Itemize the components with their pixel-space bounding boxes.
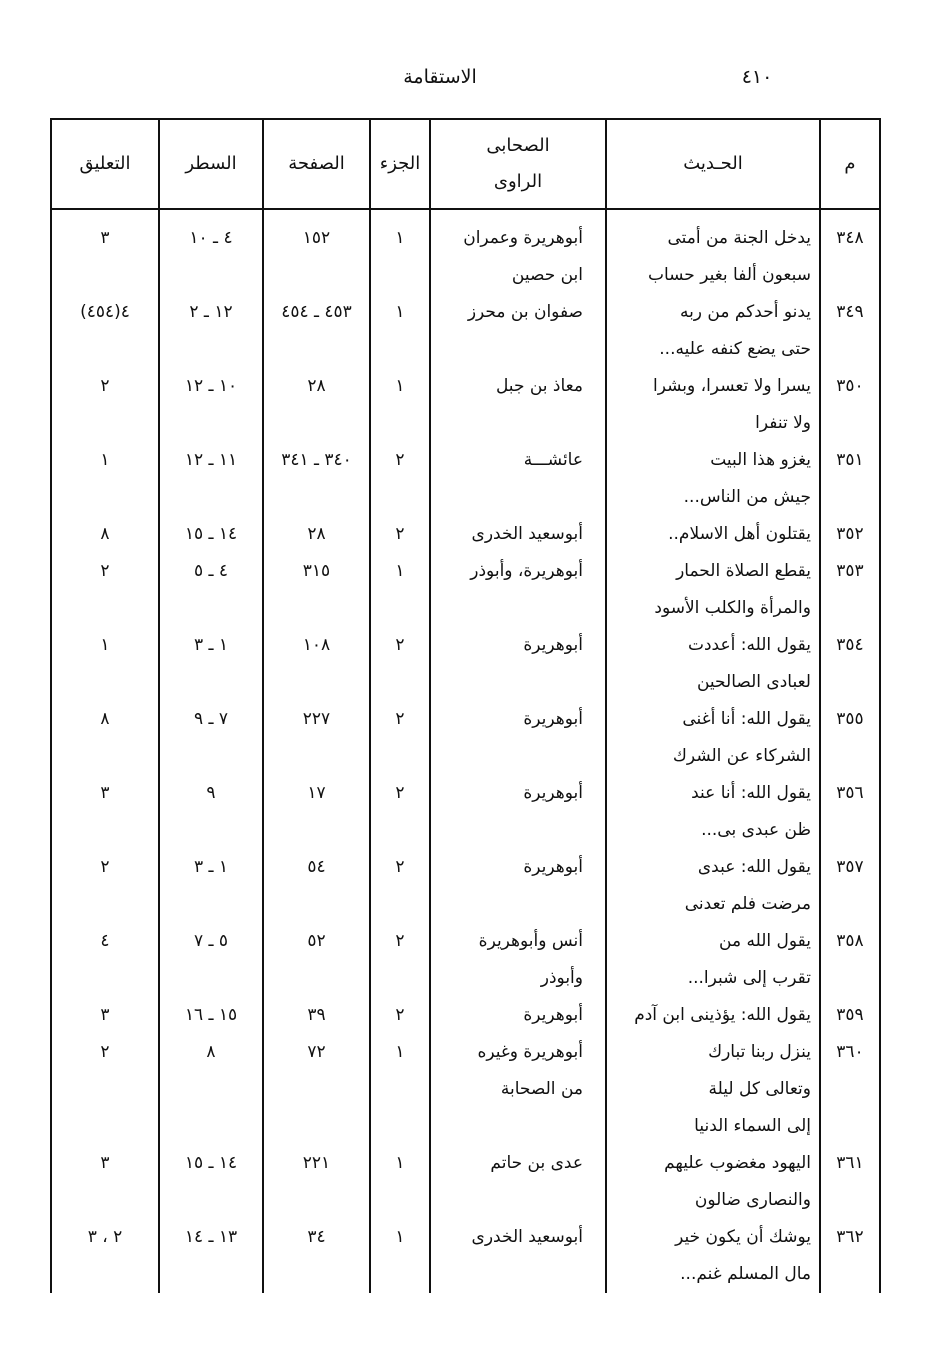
cell-narrator	[430, 294, 606, 368]
header-narrator-line2: الراوى	[493, 171, 543, 192]
cell-note: ٢	[51, 368, 159, 442]
cell-num: ٣٥٠	[820, 368, 880, 442]
cell-narrator-line: ابن حصين	[511, 265, 583, 285]
cell-hadith-line: سبعون ألفا بغير حساب	[647, 265, 811, 285]
cell-hadith	[606, 1219, 820, 1293]
cell-hadith-line: يقول الله: عبدى	[697, 857, 811, 877]
cell-note: ٨	[51, 516, 159, 553]
cell-line: ٤ ـ ٥	[159, 553, 263, 627]
cell-hadith-line: يقول الله: أعددت	[687, 635, 811, 655]
table-row	[51, 1034, 880, 1145]
table-row	[51, 1145, 880, 1219]
cell-page: ٧٢	[263, 1034, 370, 1145]
cell-hadith	[606, 923, 820, 997]
cell-hadith	[606, 368, 820, 442]
cell-narrator	[430, 1219, 606, 1293]
table-row	[51, 849, 880, 923]
cell-hadith	[606, 294, 820, 368]
table-row	[51, 553, 880, 627]
cell-narrator-line: أبوهريرة وغيره	[477, 1042, 583, 1062]
cell-hadith-line: يدنو أحدكم من ربه	[679, 302, 811, 322]
cell-note: ٢	[51, 849, 159, 923]
cell-volume: ٢	[370, 775, 430, 849]
cell-narrator-line: أبوهريرة وعمران	[463, 228, 583, 248]
cell-hadith-line: جيش من الناس...	[683, 487, 811, 507]
cell-note: ٤	[51, 923, 159, 997]
cell-hadith-line: يقول الله: أنا أغنى	[682, 709, 811, 729]
cell-hadith-line: يقول الله: أنا عند	[691, 783, 811, 803]
cell-num: ٣٥٨	[820, 923, 880, 997]
cell-num: ٣٥٣	[820, 553, 880, 627]
cell-hadith	[606, 516, 820, 553]
cell-line: ١٣ ـ ١٤	[159, 1219, 263, 1293]
cell-page: ٣١٥	[263, 553, 370, 627]
table-row	[51, 627, 880, 701]
cell-hadith-line: اليهود مغضوب عليهم	[664, 1153, 811, 1173]
cell-line: ٤ ـ ١٠	[159, 209, 263, 294]
table-row	[51, 923, 880, 997]
header-narrator-line1: الصحابى	[486, 135, 550, 156]
cell-line: ١٤ ـ ١٥	[159, 1145, 263, 1219]
cell-hadith	[606, 1034, 820, 1145]
cell-num: ٣٥١	[820, 442, 880, 516]
cell-page: ٢٢١	[263, 1145, 370, 1219]
cell-volume: ٢	[370, 701, 430, 775]
cell-note: ٤(٤٥٤)	[51, 294, 159, 368]
cell-hadith-line: يقول الله: يؤذينى ابن آدم	[634, 1005, 811, 1025]
cell-volume: ١	[370, 1145, 430, 1219]
cell-narrator	[430, 368, 606, 442]
cell-narrator	[430, 997, 606, 1034]
cell-narrator	[430, 209, 606, 294]
cell-narrator-line: أبوسعيد الخدرى	[471, 1227, 583, 1247]
page-title: الاستقامة	[403, 66, 477, 88]
cell-narrator	[430, 627, 606, 701]
cell-narrator-line: أنس وأبوهريرة	[478, 931, 583, 951]
cell-volume: ٢	[370, 997, 430, 1034]
header-volume: الجزء	[370, 119, 430, 209]
cell-volume: ٢	[370, 627, 430, 701]
cell-narrator	[430, 775, 606, 849]
cell-hadith	[606, 209, 820, 294]
cell-note: ٢	[51, 553, 159, 627]
header-line: السطر	[159, 119, 263, 209]
table-row	[51, 442, 880, 516]
table-row	[51, 368, 880, 442]
cell-volume: ١	[370, 368, 430, 442]
cell-note: ٣	[51, 997, 159, 1034]
cell-page: ٤٥٣ ـ ٤٥٤	[263, 294, 370, 368]
cell-page: ٥٤	[263, 849, 370, 923]
cell-hadith-line: يسرا ولا تعسرا، وبشرا	[652, 376, 811, 396]
cell-num: ٣٥٧	[820, 849, 880, 923]
cell-hadith-line: إلى السماء الدنيا	[694, 1116, 811, 1136]
cell-narrator-line: أبوهريرة	[523, 635, 583, 655]
cell-narrator-line: وأبوذر	[540, 968, 583, 988]
cell-line: ١٤ ـ ١٥	[159, 516, 263, 553]
cell-volume: ١	[370, 553, 430, 627]
page-number: ٤١٠	[741, 66, 773, 88]
cell-hadith	[606, 553, 820, 627]
table-row	[51, 294, 880, 368]
cell-line: ١٠ ـ ١٢	[159, 368, 263, 442]
cell-narrator-line: أبوهريرة	[523, 1005, 583, 1025]
cell-page: ٢٢٧	[263, 701, 370, 775]
header-note: التعليق	[51, 119, 159, 209]
cell-narrator	[430, 516, 606, 553]
table-row	[51, 1219, 880, 1293]
cell-hadith-line: يقتلون أهل الاسلام..	[668, 524, 811, 544]
cell-narrator	[430, 553, 606, 627]
cell-page: ١٥٢	[263, 209, 370, 294]
cell-hadith	[606, 849, 820, 923]
cell-line: ١ ـ ٣	[159, 627, 263, 701]
cell-hadith-line: يدخل الجنة من أمتى	[667, 228, 811, 248]
cell-hadith	[606, 997, 820, 1034]
page-header	[0, 62, 941, 98]
cell-hadith-line: والمرأة والكلب الأسود	[654, 598, 811, 618]
cell-narrator	[430, 1145, 606, 1219]
cell-hadith-line: يغزو هذا البيت	[710, 450, 811, 470]
cell-volume: ١	[370, 1034, 430, 1145]
cell-volume: ٢	[370, 923, 430, 997]
header-num: م	[820, 119, 880, 209]
header-narrator	[430, 119, 606, 209]
cell-note: ٢	[51, 1034, 159, 1145]
cell-hadith-line: ولا تنفرا	[755, 413, 811, 433]
cell-hadith-line: لعبادى الصالحين	[696, 672, 811, 692]
cell-hadith-line: يوشك أن يكون خير	[675, 1227, 811, 1247]
cell-note: ٨	[51, 701, 159, 775]
cell-page: ٥٢	[263, 923, 370, 997]
cell-hadith	[606, 442, 820, 516]
cell-page: ٣٩	[263, 997, 370, 1034]
cell-line: ٥ ـ ٧	[159, 923, 263, 997]
table-row	[51, 701, 880, 775]
cell-narrator	[430, 849, 606, 923]
cell-narrator-line: أبوهريرة	[523, 709, 583, 729]
cell-hadith-line: وتعالى كل ليلة	[708, 1079, 811, 1099]
cell-line: ١٥ ـ ١٦	[159, 997, 263, 1034]
cell-page: ٢٨	[263, 516, 370, 553]
cell-num: ٣٥٩	[820, 997, 880, 1034]
cell-volume: ١	[370, 209, 430, 294]
cell-hadith-line: الشركاء عن الشرك	[672, 746, 811, 766]
cell-line: ٨	[159, 1034, 263, 1145]
cell-line: ٧ ـ ٩	[159, 701, 263, 775]
table-header-row	[51, 119, 880, 209]
cell-hadith-line: والنصارى ضالون	[694, 1190, 811, 1210]
cell-volume: ١	[370, 1219, 430, 1293]
cell-num: ٣٥٤	[820, 627, 880, 701]
table-row	[51, 516, 880, 553]
cell-volume: ١	[370, 294, 430, 368]
cell-hadith-line: مرضت فلم تعدنى	[684, 894, 811, 914]
cell-note: ٣	[51, 209, 159, 294]
cell-hadith-line: تقرب إلى شبرا...	[687, 968, 811, 988]
cell-num: ٣٥٥	[820, 701, 880, 775]
cell-narrator-line: أبوهريرة، وأبوذر	[470, 561, 583, 581]
cell-hadith-line: يقطع الصلاة الحمار	[676, 561, 811, 581]
cell-page: ١٧	[263, 775, 370, 849]
header-hadith: الحـديث	[606, 119, 820, 209]
hadith-index-table	[50, 118, 881, 1293]
cell-narrator-line: صفوان بن محرز	[467, 302, 583, 322]
cell-narrator	[430, 923, 606, 997]
cell-line: ١ ـ ٣	[159, 849, 263, 923]
cell-volume: ٢	[370, 849, 430, 923]
cell-narrator-line: معاذ بن جبل	[495, 376, 583, 396]
cell-narrator	[430, 1034, 606, 1145]
cell-line: ٩	[159, 775, 263, 849]
cell-line: ١٢ ـ ٢	[159, 294, 263, 368]
cell-hadith-line: حتى يضع كنفه عليه...	[659, 339, 811, 359]
cell-num: ٣٥٢	[820, 516, 880, 553]
cell-narrator-line: أبوهريرة	[523, 783, 583, 803]
cell-note: ١	[51, 627, 159, 701]
cell-num: ٣٦٢	[820, 1219, 880, 1293]
table-row	[51, 997, 880, 1034]
cell-hadith	[606, 701, 820, 775]
cell-page: ٢٨	[263, 368, 370, 442]
table-row	[51, 775, 880, 849]
cell-note: ٢ ، ٣	[51, 1219, 159, 1293]
table-row	[51, 209, 880, 294]
cell-hadith-line: ظن عبدى بى...	[701, 820, 811, 840]
cell-narrator-line: من الصحابة	[500, 1079, 583, 1099]
cell-hadith	[606, 775, 820, 849]
cell-page: ١٠٨	[263, 627, 370, 701]
cell-hadith-line: يقول الله من	[719, 931, 811, 951]
cell-num: ٣٤٩	[820, 294, 880, 368]
cell-page: ٣٤٠ ـ ٣٤١	[263, 442, 370, 516]
cell-hadith	[606, 1145, 820, 1219]
cell-note: ٣	[51, 1145, 159, 1219]
cell-narrator-line: عدى بن حاتم	[490, 1153, 583, 1173]
cell-narrator	[430, 442, 606, 516]
cell-num: ٣٦١	[820, 1145, 880, 1219]
cell-num: ٣٦٠	[820, 1034, 880, 1145]
cell-hadith	[606, 627, 820, 701]
cell-volume: ٢	[370, 442, 430, 516]
cell-note: ٣	[51, 775, 159, 849]
cell-hadith-line: ينزل ربنا تبارك	[708, 1042, 811, 1062]
cell-line: ١١ ـ ١٢	[159, 442, 263, 516]
cell-narrator	[430, 701, 606, 775]
cell-num: ٣٥٦	[820, 775, 880, 849]
cell-num: ٣٤٨	[820, 209, 880, 294]
cell-note: ١	[51, 442, 159, 516]
cell-hadith-line: مال المسلم غنم...	[680, 1264, 811, 1284]
cell-page: ٣٤	[263, 1219, 370, 1293]
table-body	[51, 209, 880, 1293]
header-page: الصفحة	[263, 119, 370, 209]
cell-narrator-line: أبوسعيد الخدرى	[471, 524, 583, 544]
cell-narrator-line: أبوهريرة	[523, 857, 583, 877]
cell-narrator-line: عائشـــة	[523, 450, 583, 470]
cell-volume: ٢	[370, 516, 430, 553]
